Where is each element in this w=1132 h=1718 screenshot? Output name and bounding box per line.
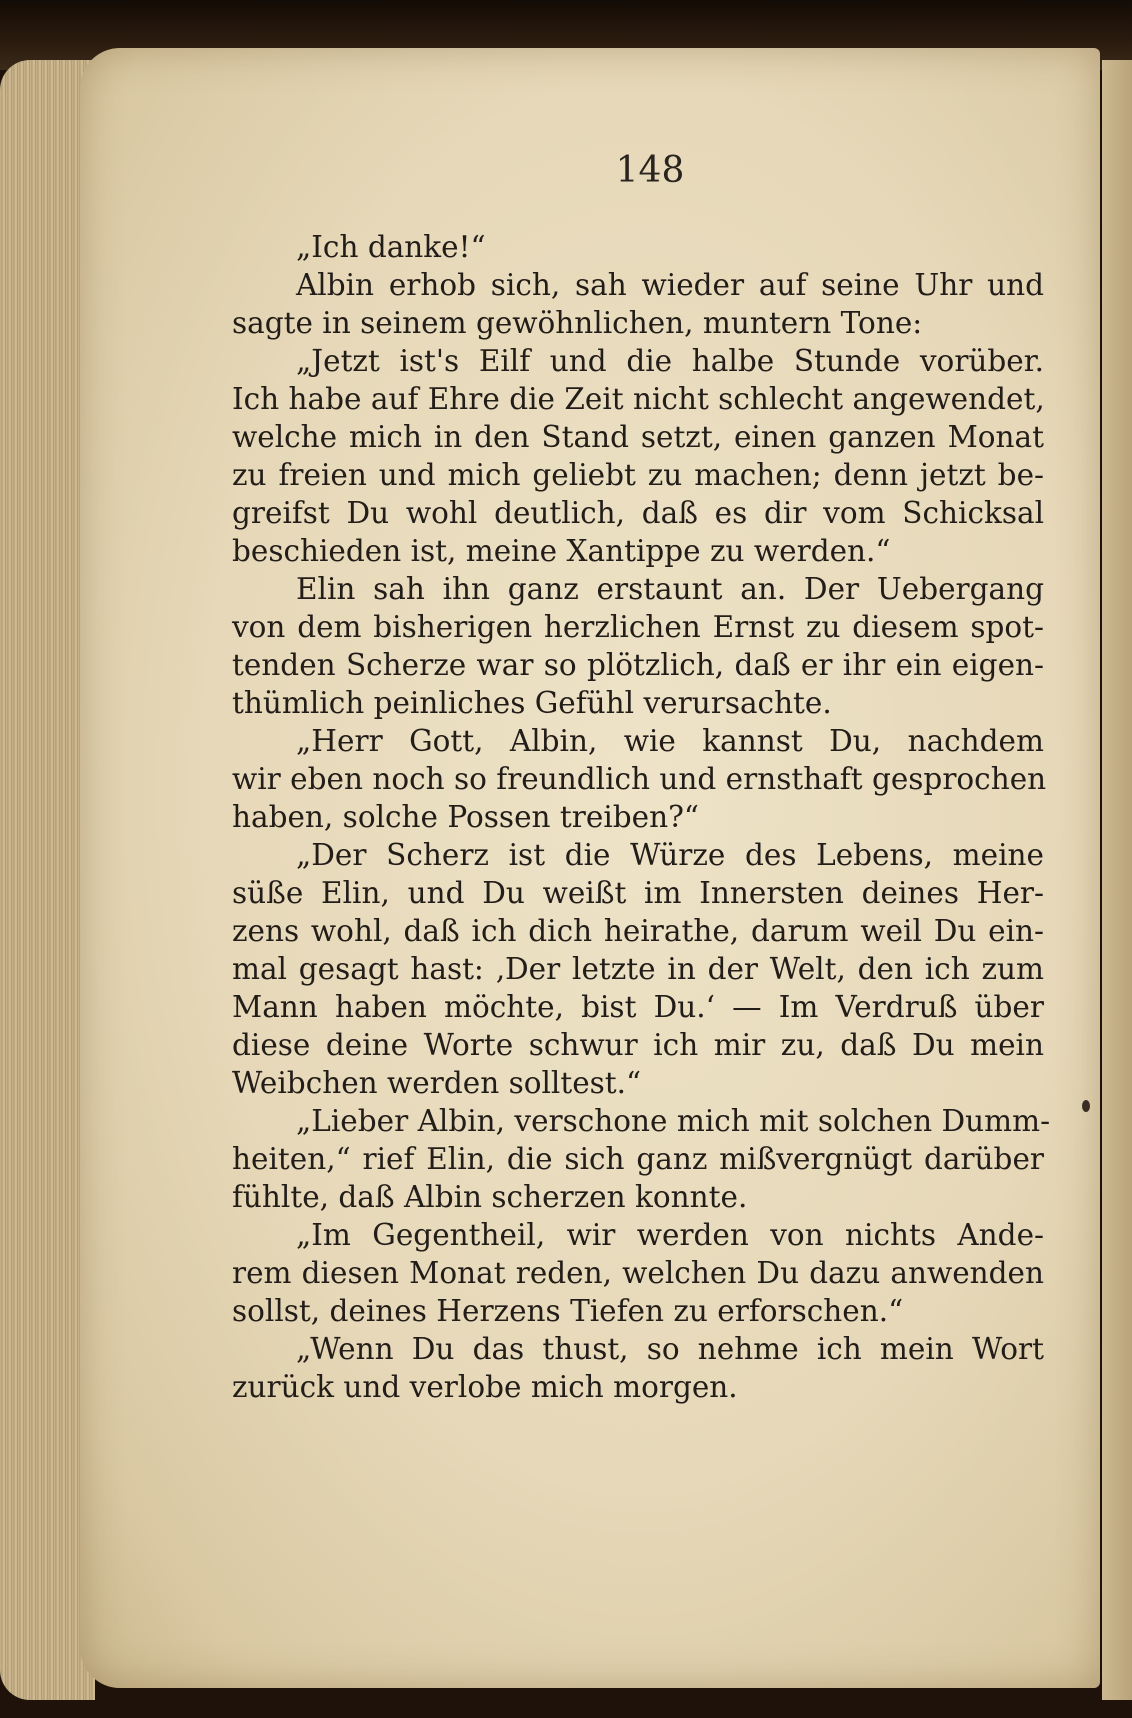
text-line: „Wenn Du das thust, so nehme ich mein Wort (296, 1332, 1044, 1366)
text-line: beschieden ist, meine Xantippe zu werden.“ (232, 534, 891, 568)
text-line: „Im Gegentheil, wir werden von nichts Ande- (296, 1218, 1044, 1252)
text-line: mal gesagt hast: ‚Der letzte in der Welt, den ich zum (232, 952, 1044, 986)
text-line: fühlte, daß Albin scherzen konnte. (232, 1180, 748, 1214)
text-line: Ich habe auf Ehre die Zeit nicht schlecht angewendet, (232, 382, 1045, 416)
text-line: tenden Scherze war so plötzlich, daß er ihr ein eigen- (232, 648, 1044, 682)
text-line: wir eben noch so freundlich und ernsthaft gesprochen (232, 762, 1047, 796)
text-line: Albin erhob sich, sah wieder auf seine Uhr und (296, 268, 1044, 302)
text-line: sollst, deines Herzens Tiefen zu erforschen.“ (232, 1294, 904, 1328)
text-line: thümlich peinliches Gefühl verursachte. (232, 686, 832, 720)
text-line: süße Elin, und Du weißt im Innersten deines Her- (232, 876, 1044, 910)
text-line: zens wohl, daß ich dich heirathe, darum weil Du ein- (232, 914, 1044, 948)
text-line: heiten,“ rief Elin, die sich ganz mißvergnügt darüber (232, 1142, 1044, 1176)
text-line: welche mich in den Stand setzt, einen ganzen Monat (232, 420, 1044, 454)
text-line: greifst Du wohl deutlich, daß es dir vom Schicksal (232, 496, 1044, 530)
text-line: haben, solche Possen treiben?“ (232, 800, 699, 834)
text-line: Mann haben möchte, bist Du.‘ — Im Verdruß über (232, 990, 1044, 1024)
text-line: diese deine Worte schwur ich mir zu, daß Du mein (232, 1028, 1044, 1062)
text-line: Elin sah ihn ganz erstaunt an. Der Uebergang (296, 572, 1044, 606)
page-number: 148 (615, 150, 685, 191)
text-line: „Ich danke!“ (296, 230, 486, 264)
text-line: sagte in seinem gewöhnlichen, muntern Tone: (232, 306, 923, 340)
right-page-edge (1102, 60, 1132, 1700)
text-line: zu freien und mich geliebt zu machen; denn jetzt be- (232, 458, 1044, 492)
text-line: „Herr Gott, Albin, wie kannst Du, nachdem (296, 724, 1044, 758)
text-line: „Lieber Albin, verschone mich mit solchen Dumm- (296, 1104, 1051, 1138)
body-text (232, 228, 1051, 1406)
text-line: zurück und verlobe mich morgen. (232, 1370, 738, 1404)
text-line: Weibchen werden solltest.“ (232, 1066, 642, 1100)
text-line: „Jetzt ist's Eilf und die halbe Stunde vorüber. (296, 344, 1044, 378)
text-line: von dem bisherigen herzlichen Ernst zu diesem spot- (232, 610, 1044, 644)
ink-mark (1082, 1100, 1090, 1112)
text-line: „Der Scherz ist die Würze des Lebens, meine (296, 838, 1044, 872)
text-line: rem diesen Monat reden, welchen Du dazu anwenden (232, 1256, 1044, 1290)
